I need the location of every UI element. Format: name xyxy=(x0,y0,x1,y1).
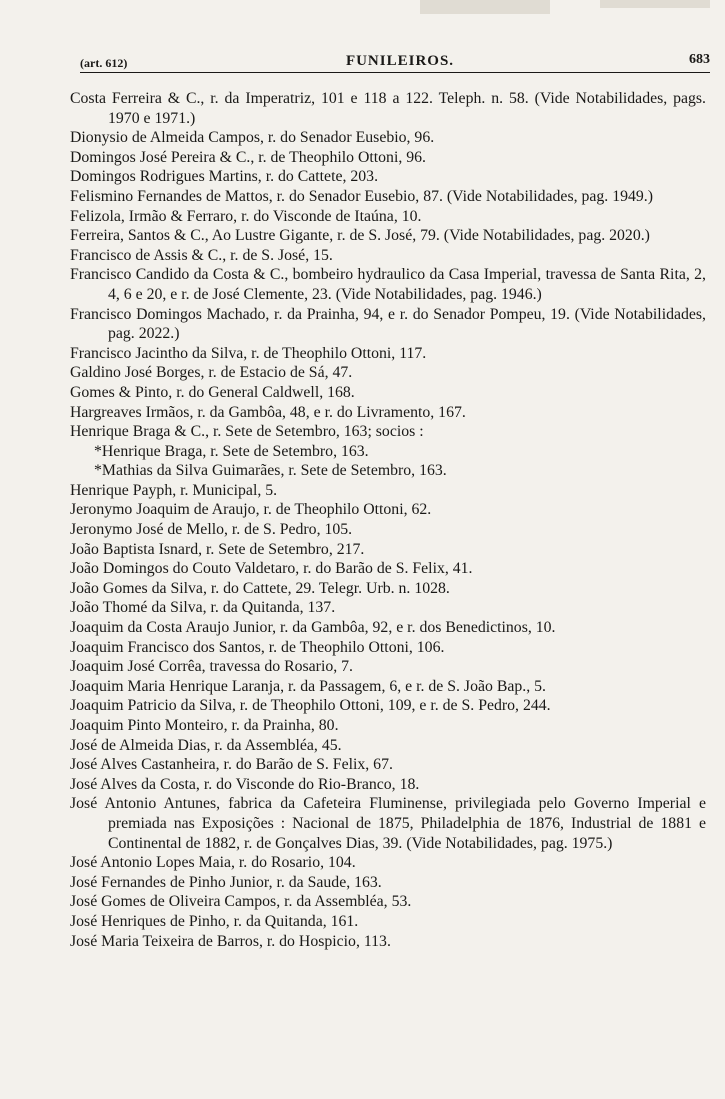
directory-entry: Domingos Rodrigues Martins, r. do Cattete, 203. xyxy=(70,168,379,186)
directory-entry: Joaquim Pinto Monteiro, r. da Prainha, 80. xyxy=(70,717,339,734)
directory-entry: José Antonio Antunes, fabrica da Cafeteira Fluminense, privilegiada pelo Governo Imperial e premiada nas Exposições : Nacional de 1875, Philadelphia de 1876, Industrial de 1881 e Continental de 1882, r. de Gonçalves Dias, 39. (Vide Notabilidades, pag. 1975.) xyxy=(70,795,706,852)
entry-list xyxy=(70,89,706,951)
partner-entry: *Mathias da Silva Guimarães, r. Sete de Setembro, 163. xyxy=(94,462,447,480)
page-number: 683 xyxy=(689,52,710,67)
directory-entry: João Gomes da Silva, r. do Cattete, 29. Telegr. Urb. n. 1028. xyxy=(70,579,450,597)
directory-entry: José Henriques de Pinho, r. da Quitanda, 161. xyxy=(70,912,359,930)
directory-entry: José Alves da Costa, r. do Visconde do Rio-Branco, 18. xyxy=(70,775,420,793)
directory-entry: José Fernandes de Pinho Junior, r. da Saude, 163. xyxy=(70,873,382,891)
page-title: FUNILEIROS. xyxy=(345,53,455,69)
header-rule xyxy=(80,72,710,73)
directory-entry: Ferreira, Santos & C., Ao Lustre Gigante, r. de S. José, 79. (Vide Notabilidades, pag. 2020.) xyxy=(70,227,650,245)
directory-entry: José de Almeida Dias, r. da Assembléa, 45. xyxy=(70,736,342,754)
directory-entry: Joaquim Maria Henrique Laranja, r. da Passagem, 6, e r. de S. João Bap., 5. xyxy=(70,677,546,695)
directory-entry: Felizola, Irmão & Ferraro, r. do Visconde de Itaúna, 10. xyxy=(70,207,422,225)
directory-entry: Gomes & Pinto, r. do General Caldwell, 168. xyxy=(70,383,355,401)
directory-entry: João Thomé da Silva, r. da Quitanda, 137. xyxy=(70,599,336,617)
directory-entry: Francisco Candido da Costa & C., bombeiro hydraulico da Casa Imperial, travessa de Santa Rita, 2, 4, 6 e 20, e r. de José Clemente, 23. (Vide Notabilidades, pag. 1946.) xyxy=(70,266,706,303)
directory-entry: Henrique Braga & C., r. Sete de Setembro, 163; socios : xyxy=(70,423,424,441)
directory-entry: Francisco Domingos Machado, r. da Prainha, 94, e r. do Senador Pompeu, 19. (Vide Notabilidades, pag. 2022.) xyxy=(70,305,706,343)
directory-entry: Hargreaves Irmãos, r. da Gambôa, 48, e r. do Livramento, 167. xyxy=(70,403,466,421)
directory-entry: Dionysio de Almeida Campos, r. do Senador Eusebio, 96. xyxy=(70,129,435,147)
partner-entry: *Henrique Braga, r. Sete de Setembro, 163. xyxy=(94,442,369,460)
directory-entry: Jeronymo José de Mello, r. de S. Pedro, 105. xyxy=(70,521,353,539)
directory-entry: José Antonio Lopes Maia, r. do Rosario, 104. xyxy=(70,854,356,872)
directory-entry: Joaquim José Corrêa, travessa do Rosario, 7. xyxy=(70,658,353,676)
directory-entry: Galdino José Borges, r. de Estacio de Sá, 47. xyxy=(70,364,353,382)
directory-entry: José Alves Castanheira, r. do Barão de S. Felix, 67. xyxy=(70,756,393,774)
directory-entry: Joaquim da Costa Araujo Junior, r. da Gambôa, 92, e r. dos Benedictinos, 10. xyxy=(70,619,556,637)
page-header xyxy=(80,52,720,74)
directory-entry: Francisco Jacintho da Silva, r. de Theophilo Ottoni, 117. xyxy=(70,344,427,362)
article-reference: (art. 612) xyxy=(80,56,128,70)
directory-entry: Francisco de Assis & C., r. de S. José, 15. xyxy=(70,246,333,264)
directory-entry: João Domingos do Couto Valdetaro, r. do Barão de S. Felix, 41. xyxy=(70,560,473,578)
directory-entry: Costa Ferreira & C., r. da Imperatriz, 101 e 118 a 122. Teleph. n. 58. (Vide Notabilidades, pags. 1970 e 1971.) xyxy=(70,90,706,127)
scan-noise xyxy=(600,0,710,8)
directory-entry: João Baptista Isnard, r. Sete de Setembro, 217. xyxy=(70,540,365,558)
directory-entry: José Maria Teixeira de Barros, r. do Hospicio, 113. xyxy=(70,932,391,950)
directory-entry: Jeronymo Joaquim de Araujo, r. de Theophilo Ottoni, 62. xyxy=(70,501,432,519)
directory-entry: Joaquim Patricio da Silva, r. de Theophilo Ottoni, 109, e r. de S. Pedro, 244. xyxy=(70,697,551,715)
directory-entry: Domingos José Pereira & C., r. de Theophilo Ottoni, 96. xyxy=(70,148,426,166)
directory-entry: Joaquim Francisco dos Santos, r. de Theophilo Ottoni, 106. xyxy=(70,638,445,656)
scan-noise xyxy=(420,0,550,14)
directory-entry: Henrique Payph, r. Municipal, 5. xyxy=(70,481,278,499)
directory-entry: José Gomes de Oliveira Campos, r. da Assembléa, 53. xyxy=(70,893,412,911)
directory-entry: Felismino Fernandes de Mattos, r. do Senador Eusebio, 87. (Vide Notabilidades, pag. 1949.) xyxy=(70,187,654,205)
